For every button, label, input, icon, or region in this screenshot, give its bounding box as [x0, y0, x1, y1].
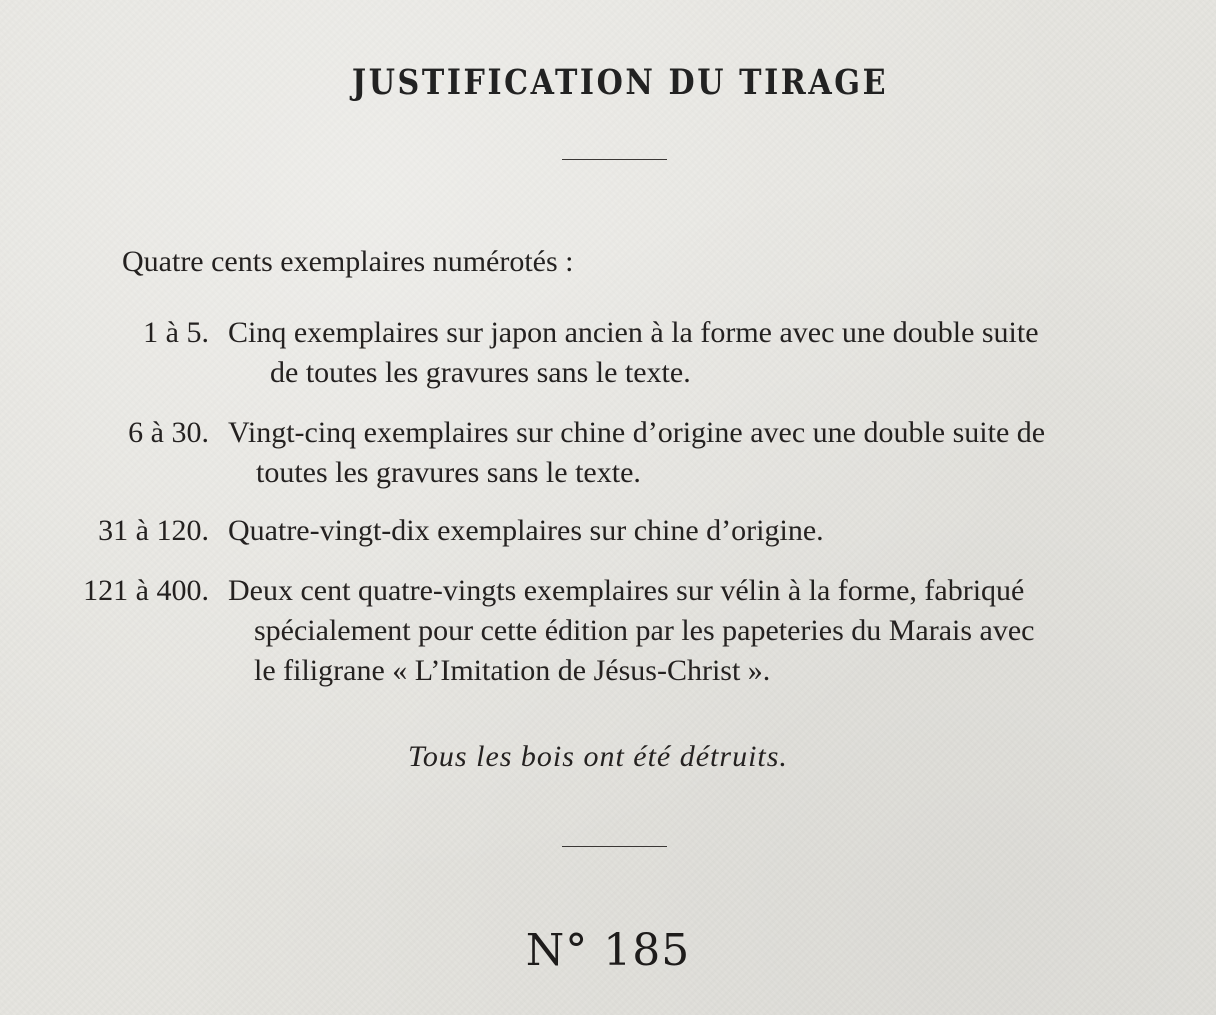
entry-line: le filigrane « L’Imitation de Jésus-Christ ». [254, 654, 771, 687]
entry-line: spécialement pour cette édition par les papeteries du Marais avec [254, 614, 1035, 647]
entry-line: Vingt-cinq exemplaires sur chine d’origine avec une double suite de [228, 416, 1046, 449]
copy-number [0, 925, 1216, 976]
entry-range: 6 à 30. [128, 416, 209, 449]
entry-line: toutes les gravures sans le texte. [256, 456, 641, 489]
edition-entry-2 [0, 416, 1216, 496]
edition-entry-3 [0, 514, 1216, 554]
page-title: JUSTIFICATION DU TIRAGE [351, 62, 889, 103]
edition-entry-1 [0, 316, 1216, 396]
divider-top [562, 159, 667, 160]
entry-line: Deux cent quatre-vingts exemplaires sur vélin à la forme, fabriqué [228, 574, 1025, 607]
entry-range: 31 à 120. [98, 514, 209, 547]
entry-range: 1 à 5. [143, 316, 209, 349]
entry-range: 121 à 400. [83, 574, 209, 607]
entry-line: Cinq exemplaires sur japon ancien à la forme avec une double suite [228, 316, 1039, 349]
closing-note: Tous les bois ont été détruits. [408, 740, 788, 773]
entry-line: Quatre-vingt-dix exemplaires sur chine d’origine. [228, 514, 824, 547]
divider-bottom [562, 846, 667, 847]
copy-number-text: N° 185 [525, 925, 691, 976]
intro-text: Quatre cents exemplaires numérotés : [122, 245, 574, 278]
entry-line: de toutes les gravures sans le texte. [270, 356, 691, 389]
edition-entry-4 [0, 574, 1216, 694]
